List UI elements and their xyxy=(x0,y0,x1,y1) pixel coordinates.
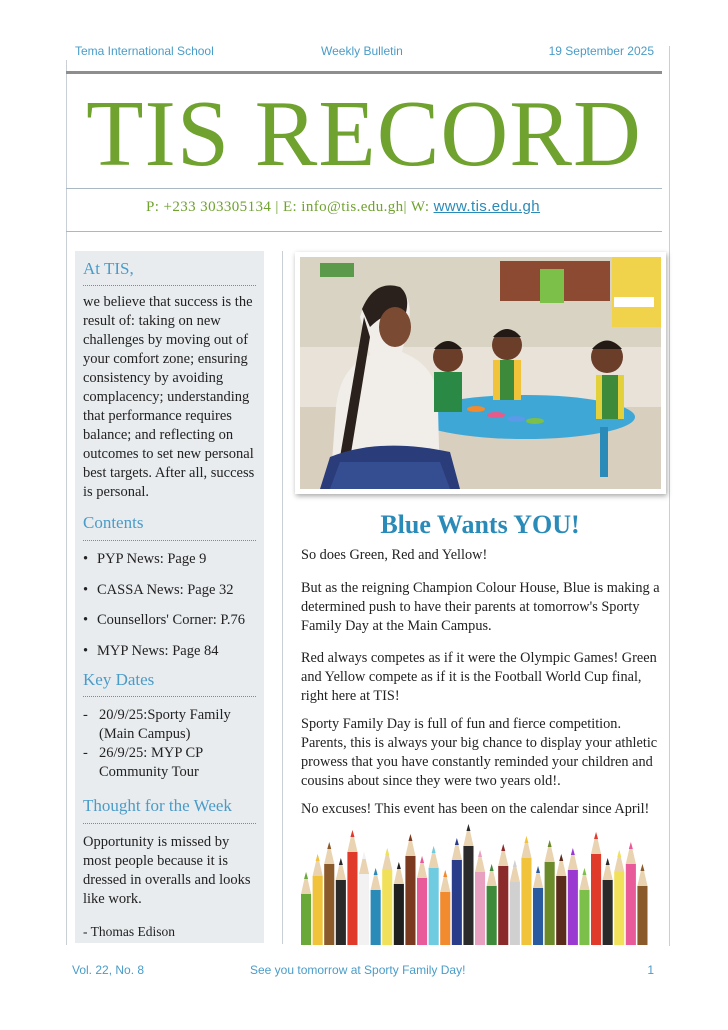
masthead-rule-top xyxy=(66,188,662,189)
pencil-lead xyxy=(490,864,494,871)
pencil-lead xyxy=(513,860,517,867)
masthead-title: TIS RECORD xyxy=(86,82,642,186)
thought-quote: Opportunity is missed by most people because it is dressed in overalls and looks like work. xyxy=(83,834,251,907)
key-dates-heading: Key Dates xyxy=(83,670,155,689)
dotted-divider xyxy=(83,696,256,697)
key-dates-list xyxy=(83,706,263,782)
pencil-body xyxy=(637,886,647,945)
pencil-body xyxy=(498,866,508,945)
dotted-divider xyxy=(83,540,256,541)
pencil-lead xyxy=(466,824,470,831)
column-divider xyxy=(282,251,283,944)
pencil-body xyxy=(533,888,543,945)
pencil-lead xyxy=(524,836,528,843)
pencil-lead xyxy=(478,850,482,857)
pencil-lead xyxy=(350,830,354,837)
pencil-lead xyxy=(339,858,343,865)
pencil-body xyxy=(313,876,323,945)
pencil-body xyxy=(556,876,566,945)
pencil-body xyxy=(429,868,439,945)
sidebar xyxy=(75,251,264,943)
pencil-lead xyxy=(455,838,459,845)
pencil-lead xyxy=(571,848,575,855)
left-page-rule xyxy=(66,60,67,945)
pencil-lead xyxy=(640,864,644,871)
masthead-rule-bottom xyxy=(66,231,662,232)
pencil-body xyxy=(463,846,473,945)
pencil-lead xyxy=(501,844,505,851)
header-rule xyxy=(66,71,662,74)
article-paragraph: Sporty Family Day is full of fun and fierce competition. Parents, this is always your big chance to display your athletic prowess that you have constantly reminded your children and cousins about since they were two years old!. xyxy=(301,716,658,789)
contact-line xyxy=(66,198,662,216)
pencil-body xyxy=(545,862,555,945)
bulletin-label: Weekly Bulletin xyxy=(321,44,403,58)
page-number: 1 xyxy=(647,963,654,977)
article-title: Blue Wants YOU! xyxy=(380,510,580,539)
website-link[interactable]: www.tis.edu.gh xyxy=(433,198,541,215)
pencil-lead xyxy=(432,846,436,853)
contact-details: P: +233 303305134 | E: info@tis.edu.gh| W: xyxy=(146,199,434,215)
at-tis-heading: At TIS, xyxy=(83,259,134,278)
pencil-body xyxy=(394,884,404,945)
article-paragraph: So does Green, Red and Yellow! xyxy=(301,547,488,563)
contents-item[interactable]: • MYP News: Page 84 xyxy=(83,642,263,673)
right-page-rule xyxy=(669,46,670,946)
pencil-lead xyxy=(316,854,320,861)
pencil-body xyxy=(347,852,357,945)
pencil-body xyxy=(382,870,392,945)
pencil-body xyxy=(324,864,334,945)
pencil-lead xyxy=(374,868,378,875)
at-tis-body: we believe that success is the result of: taking on new challenges by moving out of your comfort zone; ensuring consistency by avoiding complacency; understanding that performance requires balance; and reflecting on outcomes to set new personal best targets. After all, success is personal. xyxy=(83,294,255,500)
header-bar xyxy=(72,44,662,60)
contents-item[interactable]: • Counsellors' Corner: P.76 xyxy=(83,611,263,642)
pencil-lead xyxy=(362,852,366,859)
pencil-body xyxy=(371,890,381,945)
pencil-lead xyxy=(327,842,331,849)
pencil-lead xyxy=(420,856,424,863)
pencil-lead xyxy=(385,848,389,855)
pencil-body xyxy=(336,880,346,945)
colored-pencils-illustration xyxy=(300,824,656,945)
pencil-lead xyxy=(559,854,563,861)
contents-item[interactable]: • CASSA News: Page 32 xyxy=(83,581,263,612)
footer-bar xyxy=(72,963,662,979)
contents-heading: Contents xyxy=(83,513,144,532)
pencil-body xyxy=(452,860,462,945)
pencil-body xyxy=(359,874,369,945)
volume-number: Vol. 22, No. 8 xyxy=(72,963,145,977)
footer-tagline: See you tomorrow at Sporty Family Day! xyxy=(250,963,466,977)
pencil-body xyxy=(521,858,531,945)
contents-item[interactable]: • PYP News: Page 9 xyxy=(83,550,263,581)
classroom-photo xyxy=(295,252,666,494)
pencil-body xyxy=(591,854,601,945)
dotted-divider xyxy=(83,823,256,824)
classroom-photo-illustration xyxy=(300,257,661,489)
pencil-lead xyxy=(606,858,610,865)
pencil-lead xyxy=(408,834,412,841)
pencil-lead xyxy=(536,866,540,873)
pencil-body xyxy=(487,886,497,945)
article-paragraph: But as the reigning Champion Colour House, Blue is making a determined push to have their parents at tomorrow's Sporty Family Day at the Main Campus. xyxy=(301,580,660,634)
pencil-body xyxy=(475,872,485,945)
issue-date: 19 September 2025 xyxy=(548,44,654,58)
thought-heading: Thought for the Week xyxy=(83,796,232,815)
pencil-body xyxy=(405,856,415,945)
dotted-divider xyxy=(83,285,256,286)
pencil-body xyxy=(417,878,427,945)
pencil-body xyxy=(301,894,311,945)
pencil-lead xyxy=(443,870,447,877)
pencil-lead xyxy=(617,850,621,857)
pencil-body xyxy=(510,882,520,945)
pencil-body xyxy=(568,870,578,945)
pencil-lead xyxy=(629,842,633,849)
contents-list xyxy=(83,550,263,672)
pencil-body xyxy=(579,890,589,945)
pencil-body xyxy=(440,892,450,945)
pencil-body xyxy=(614,872,624,945)
key-date-item: - 20/9/25:Sporty Family (Main Campus) xyxy=(83,706,263,744)
thought-author: - Thomas Edison xyxy=(83,924,175,939)
pencil-body xyxy=(603,880,613,945)
pencil-lead xyxy=(304,872,308,879)
pencil-lead xyxy=(548,840,552,847)
pencil-lead xyxy=(594,832,598,839)
pencil-lead xyxy=(582,868,586,875)
school-name: Tema International School xyxy=(75,44,214,58)
article-paragraph: Red always competes as if it were the Olympic Games! Green and Yellow compete as if it is the Football World Cup final, right here at TIS! xyxy=(301,650,657,704)
article-paragraph: No excuses! This event has been on the calendar since April! xyxy=(301,801,650,817)
key-date-item: - 26/9/25: MYP CP Community Tour xyxy=(83,744,263,782)
pencil-lead xyxy=(397,862,401,869)
pencil-body xyxy=(626,864,636,945)
